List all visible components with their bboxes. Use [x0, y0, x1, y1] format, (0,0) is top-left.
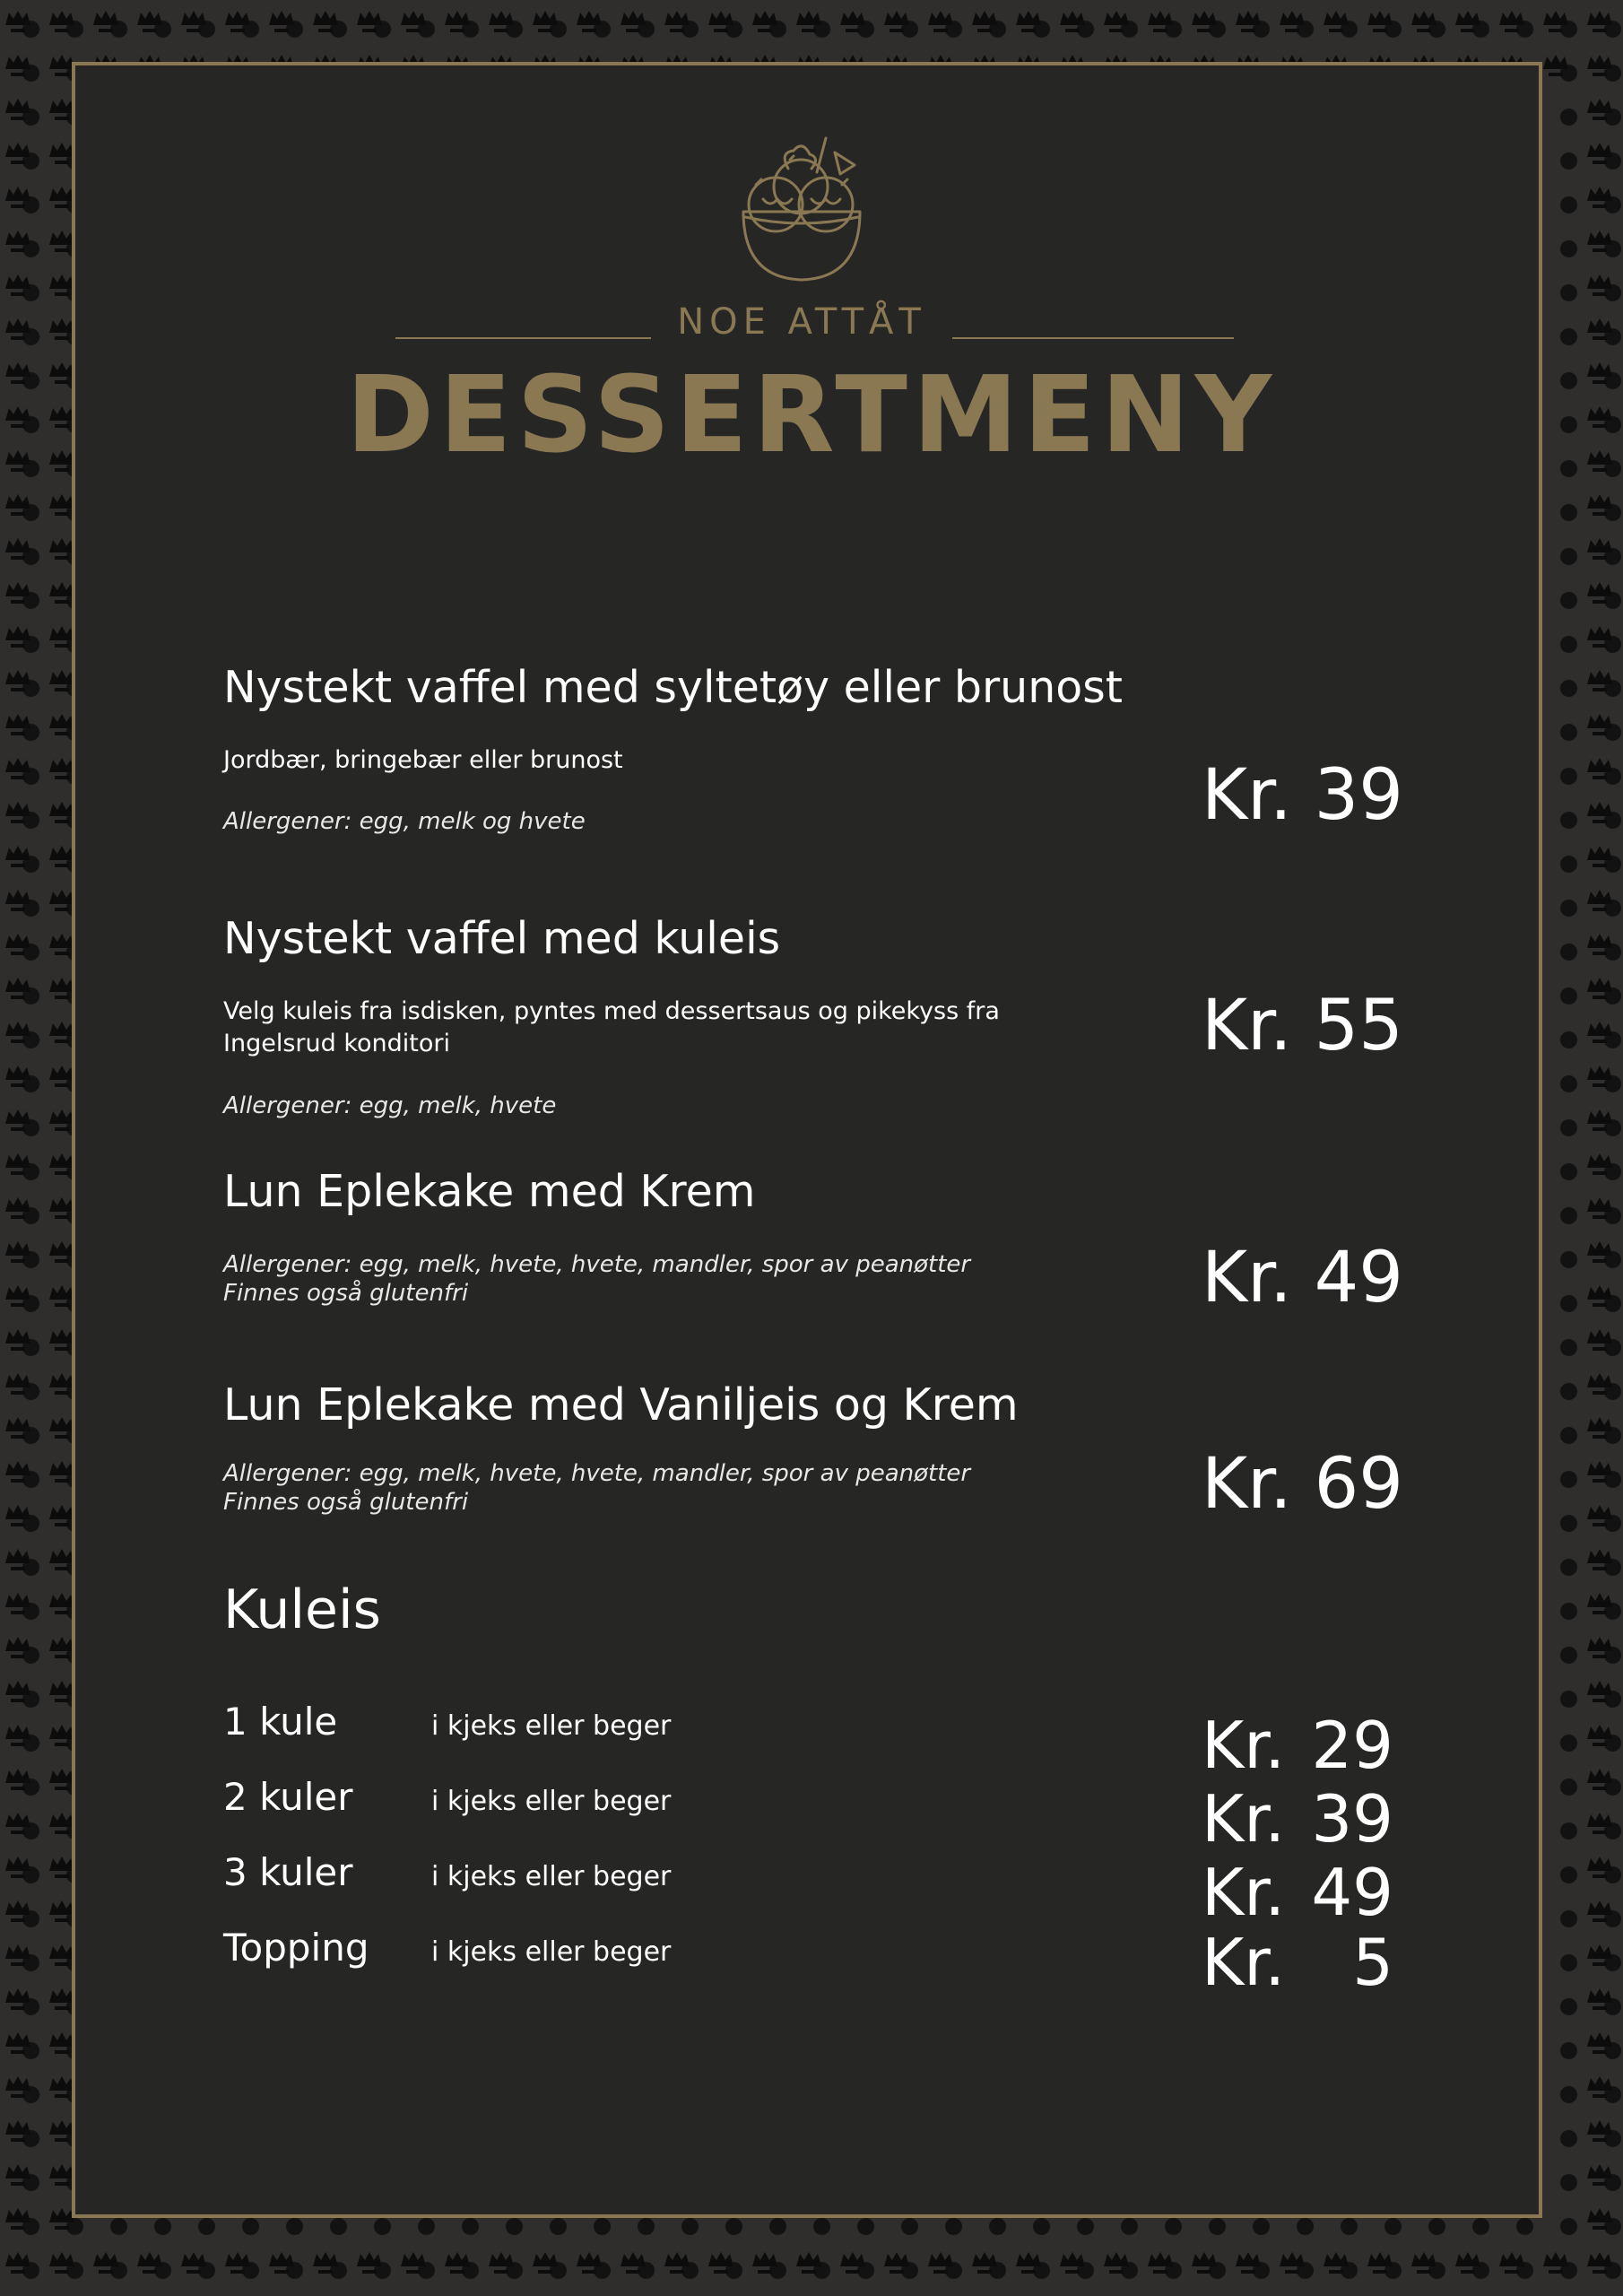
crown-pattern-icon: [1499, 11, 1524, 32]
crown-pattern-icon: [49, 1373, 74, 1395]
crown-pattern-icon: [5, 670, 30, 691]
crown-pattern-icon: [181, 11, 206, 32]
kuleis-row-price: [1202, 1925, 1393, 2000]
crown-pattern-icon: [49, 802, 74, 823]
crown-pattern-icon: [49, 99, 74, 120]
crown-pattern-icon: [49, 1637, 74, 1658]
crown-pattern-icon: [1587, 758, 1612, 779]
crown-pattern-icon: [1587, 1065, 1612, 1087]
crown-pattern-icon: [5, 1373, 30, 1395]
crown-pattern-icon: [5, 758, 30, 779]
crown-pattern-icon: [1587, 846, 1612, 867]
crown-pattern-icon: [49, 1153, 74, 1175]
crown-pattern-icon: [5, 1769, 30, 1790]
kuleis-row-note: i kjeks eller beger: [431, 1861, 672, 1892]
kuleis-row-name: 2 kuler: [223, 1775, 353, 1819]
crown-pattern-icon: [1587, 318, 1612, 340]
crown-pattern-icon: [1587, 2120, 1612, 2142]
crown-pattern-icon: [884, 11, 909, 32]
crown-pattern-icon: [225, 2252, 250, 2274]
crown-pattern-icon: [313, 11, 338, 32]
crown-pattern-icon: [621, 2252, 646, 2274]
crown-pattern-icon: [1587, 2208, 1612, 2230]
crown-pattern-icon: [1324, 11, 1349, 32]
crown-pattern-icon: [577, 11, 602, 32]
crown-pattern-icon: [49, 1241, 74, 1263]
crown-pattern-icon: [5, 1549, 30, 1570]
crown-pattern-icon: [796, 2252, 821, 2274]
crown-pattern-icon: [49, 187, 74, 208]
crown-pattern-icon: [1060, 11, 1085, 32]
kuleis-row-note: i kjeks eller beger: [431, 1786, 672, 1817]
crown-pattern-icon: [49, 1593, 74, 1614]
crown-pattern-icon: [1587, 1900, 1612, 1922]
crown-pattern-icon: [5, 11, 30, 32]
crown-pattern-icon: [49, 1549, 74, 1570]
crown-pattern-icon: [93, 11, 118, 32]
crown-pattern-icon: [1587, 1109, 1612, 1131]
crown-pattern-icon: [5, 538, 30, 560]
kuleis-row-price: [1202, 1855, 1393, 1930]
crown-pattern-icon: [49, 1505, 74, 1526]
crown-pattern-icon: [49, 1857, 74, 1878]
crown-pattern-icon: [357, 2252, 382, 2274]
crown-pattern-icon: [5, 714, 30, 735]
crown-pattern-icon: [1587, 1505, 1612, 1526]
menu-item-name: Nystekt vaffel med syltetøy eller brunost: [223, 662, 1123, 713]
crown-pattern-icon: [49, 1725, 74, 1746]
crown-pattern-icon: [49, 1417, 74, 1439]
crown-pattern-icon: [5, 1241, 30, 1263]
currency-label: Kr.: [1202, 1925, 1286, 2000]
crown-pattern-icon: [49, 1988, 74, 2010]
crown-pattern-icon: [1587, 1857, 1612, 1878]
crown-pattern-icon: [5, 99, 30, 120]
kuleis-row-price: [1202, 1708, 1393, 1783]
crown-pattern-icon: [49, 2120, 74, 2142]
crown-pattern-icon: [313, 2252, 338, 2274]
crown-pattern-icon: [752, 11, 777, 32]
crown-pattern-icon: [1236, 11, 1261, 32]
crown-pattern-icon: [1280, 2252, 1305, 2274]
crown-pattern-icon: [1148, 11, 1173, 32]
crown-pattern-icon: [1587, 1681, 1612, 1702]
crown-pattern-icon: [357, 11, 382, 32]
crown-pattern-icon: [533, 11, 558, 32]
crown-pattern-icon: [5, 2252, 30, 2274]
price-amount: 49: [1311, 1855, 1393, 1930]
crown-pattern-icon: [1587, 187, 1612, 208]
crown-pattern-icon: [5, 582, 30, 604]
crown-pattern-icon: [1016, 2252, 1041, 2274]
kuleis-section-title: Kuleis: [223, 1578, 381, 1641]
crown-pattern-icon: [5, 2164, 30, 2186]
crown-pattern-icon: [1587, 978, 1612, 999]
crown-pattern-icon: [1587, 538, 1612, 560]
crown-pattern-icon: [5, 1022, 30, 1043]
crown-pattern-icon: [5, 846, 30, 867]
price-amount: 39: [1311, 1781, 1393, 1857]
crown-pattern-icon: [1587, 1417, 1612, 1439]
crown-pattern-icon: [884, 2252, 909, 2274]
menu-item-allergens: Allergener: egg, melk og hvete: [223, 808, 586, 835]
crown-pattern-icon: [5, 1593, 30, 1614]
crown-pattern-icon: [1324, 2252, 1349, 2274]
crown-pattern-icon: [840, 11, 865, 32]
crown-pattern-icon: [1587, 99, 1612, 120]
crown-pattern-icon: [840, 2252, 865, 2274]
crown-pattern-icon: [1367, 2252, 1393, 2274]
crown-pattern-icon: [1587, 1329, 1612, 1351]
crown-pattern-icon: [225, 11, 250, 32]
crown-pattern-icon: [5, 1065, 30, 1087]
crown-pattern-icon: [49, 670, 74, 691]
crown-pattern-icon: [49, 1197, 74, 1219]
currency-label: Kr.: [1202, 1781, 1286, 1857]
crown-pattern-icon: [708, 2252, 733, 2274]
crown-pattern-icon: [1587, 2076, 1612, 2098]
crown-pattern-icon: [1587, 1549, 1612, 1570]
header-rule-left: [395, 337, 651, 339]
kuleis-row-name: 3 kuler: [223, 1850, 353, 1894]
crown-pattern-icon: [5, 934, 30, 955]
menu-item-description: Jordbær, bringebær eller brunost: [223, 746, 623, 774]
crown-pattern-icon: [5, 1681, 30, 1702]
crown-pattern-icon: [49, 1109, 74, 1131]
menu-item-price: Kr. 69: [1202, 1444, 1403, 1525]
crown-pattern-icon: [5, 1153, 30, 1175]
crown-pattern-icon: [49, 494, 74, 516]
crown-pattern-icon: [1587, 143, 1612, 164]
crown-pattern-icon: [1587, 2252, 1612, 2274]
crown-pattern-icon: [49, 274, 74, 296]
kuleis-row-name: 1 kule: [223, 1700, 338, 1744]
crown-pattern-icon: [1587, 626, 1612, 648]
crown-pattern-icon: [445, 11, 470, 32]
crown-pattern-icon: [1192, 2252, 1217, 2274]
crown-pattern-icon: [1104, 2252, 1129, 2274]
crown-pattern-icon: [49, 2208, 74, 2230]
crown-pattern-icon: [49, 1329, 74, 1351]
crown-pattern-icon: [1587, 1988, 1612, 2010]
crown-pattern-icon: [664, 2252, 690, 2274]
crown-pattern-icon: [49, 758, 74, 779]
crown-pattern-icon: [1587, 55, 1612, 76]
crown-pattern-icon: [489, 11, 514, 32]
menu-subtitle: NOE ATTÅT: [677, 301, 926, 343]
crown-pattern-icon: [5, 143, 30, 164]
crown-pattern-icon: [5, 318, 30, 340]
crown-pattern-icon: [5, 890, 30, 911]
crown-pattern-icon: [49, 978, 74, 999]
crown-pattern-icon: [1587, 1593, 1612, 1614]
crown-pattern-icon: [664, 11, 690, 32]
crown-pattern-icon: [1148, 2252, 1173, 2274]
menu-title: DESSERTMENY: [345, 352, 1278, 476]
crown-pattern-icon: [1587, 2032, 1612, 2054]
crown-pattern-icon: [49, 714, 74, 735]
crown-pattern-icon: [5, 1813, 30, 1834]
crown-pattern-icon: [137, 2252, 162, 2274]
crown-pattern-icon: [752, 2252, 777, 2274]
crown-pattern-icon: [93, 2252, 118, 2274]
crown-pattern-icon: [533, 2252, 558, 2274]
menu-item-note: Finnes også glutenfri: [223, 1280, 469, 1307]
currency-label: Kr.: [1202, 1708, 1286, 1783]
crown-pattern-icon: [49, 1769, 74, 1790]
crown-pattern-icon: [1587, 670, 1612, 691]
crown-pattern-icon: [49, 582, 74, 604]
crown-pattern-icon: [5, 1725, 30, 1746]
crown-pattern-icon: [5, 1944, 30, 1966]
crown-pattern-icon: [49, 1022, 74, 1043]
menu-item-name: Lun Eplekake med Vaniljeis og Krem: [223, 1379, 1019, 1431]
crown-pattern-icon: [5, 1417, 30, 1439]
crown-pattern-icon: [49, 890, 74, 911]
menu-item-price: Kr. 39: [1202, 755, 1403, 836]
crown-pattern-icon: [49, 2076, 74, 2098]
crown-pattern-icon: [1587, 1285, 1612, 1307]
crown-pattern-icon: [1587, 1461, 1612, 1483]
crown-pattern-icon: [445, 2252, 470, 2274]
crown-pattern-icon: [5, 1900, 30, 1922]
menu-item-price: Kr. 55: [1202, 986, 1403, 1066]
crown-pattern-icon: [1587, 494, 1612, 516]
crown-pattern-icon: [1587, 1373, 1612, 1395]
crown-pattern-icon: [5, 1461, 30, 1483]
crown-pattern-icon: [49, 538, 74, 560]
crown-pattern-icon: [1411, 11, 1436, 32]
crown-pattern-icon: [1587, 1725, 1612, 1746]
menu-item-price: Kr. 49: [1202, 1238, 1403, 1318]
menu-item-name: Lun Eplekake med Krem: [223, 1166, 756, 1217]
crown-pattern-icon: [489, 2252, 514, 2274]
crown-pattern-icon: [49, 1065, 74, 1087]
crown-pattern-icon: [5, 1637, 30, 1658]
crown-pattern-icon: [5, 1857, 30, 1878]
crown-pattern-icon: [577, 2252, 602, 2274]
crown-pattern-icon: [49, 230, 74, 252]
kuleis-row-price: [1202, 1781, 1393, 1857]
crown-pattern-icon: [49, 1461, 74, 1483]
crown-pattern-icon: [49, 2252, 74, 2274]
crown-pattern-icon: [5, 2120, 30, 2142]
crown-pattern-icon: [1192, 11, 1217, 32]
crown-pattern-icon: [1587, 1153, 1612, 1175]
crown-pattern-icon: [269, 2252, 294, 2274]
menu-item-allergens: Allergener: egg, melk, hvete, hvete, mandler, spor av peanøtter: [223, 1460, 971, 1487]
crown-pattern-icon: [928, 11, 953, 32]
crown-pattern-icon: [49, 2032, 74, 2054]
crown-pattern-icon: [1543, 55, 1568, 76]
crown-pattern-icon: [49, 11, 74, 32]
crown-pattern-icon: [1587, 1637, 1612, 1658]
crown-pattern-icon: [1587, 582, 1612, 604]
crown-pattern-icon: [401, 2252, 426, 2274]
crown-pattern-icon: [5, 1988, 30, 2010]
crown-pattern-icon: [49, 846, 74, 867]
crown-pattern-icon: [796, 11, 821, 32]
crown-pattern-icon: [1455, 11, 1480, 32]
menu-item-description: Velg kuleis fra isdisken, pyntes med dessertsaus og pikekyss fra Ingelsrud konditori: [223, 997, 1000, 1057]
crown-pattern-icon: [1411, 2252, 1436, 2274]
ice-cream-bowl-icon: [736, 133, 867, 285]
crown-pattern-icon: [1016, 11, 1041, 32]
crown-pattern-icon: [1587, 802, 1612, 823]
crown-pattern-icon: [1587, 11, 1612, 32]
crown-pattern-icon: [49, 626, 74, 648]
crown-pattern-icon: [49, 2164, 74, 2186]
crown-pattern-icon: [1367, 11, 1393, 32]
crown-pattern-icon: [5, 1505, 30, 1526]
crown-pattern-icon: [137, 11, 162, 32]
crown-pattern-icon: [1236, 2252, 1261, 2274]
crown-pattern-icon: [1543, 2252, 1568, 2274]
crown-pattern-icon: [49, 934, 74, 955]
crown-pattern-icon: [1455, 2252, 1480, 2274]
menu-item-allergens: Allergener: egg, melk, hvete: [223, 1092, 557, 1119]
crown-pattern-icon: [5, 230, 30, 252]
crown-pattern-icon: [1587, 2164, 1612, 2186]
crown-pattern-icon: [49, 1900, 74, 1922]
crown-pattern-icon: [5, 274, 30, 296]
price-amount: 5: [1352, 1925, 1393, 2000]
price-amount: 29: [1311, 1708, 1393, 1783]
crown-pattern-icon: [49, 143, 74, 164]
crown-pattern-icon: [928, 2252, 953, 2274]
crown-pattern-icon: [972, 2252, 997, 2274]
crown-pattern-icon: [1587, 1022, 1612, 1043]
crown-pattern-icon: [5, 1197, 30, 1219]
crown-pattern-icon: [5, 2032, 30, 2054]
crown-pattern-icon: [269, 11, 294, 32]
kuleis-row-name: Topping: [223, 1926, 369, 1970]
kuleis-row-note: i kjeks eller beger: [431, 1710, 672, 1742]
crown-pattern-icon: [49, 1813, 74, 1834]
header-rule-right: [952, 337, 1234, 339]
crown-pattern-icon: [5, 2076, 30, 2098]
crown-pattern-icon: [5, 2208, 30, 2230]
crown-pattern-icon: [5, 802, 30, 823]
crown-pattern-icon: [1587, 1944, 1612, 1966]
crown-pattern-icon: [49, 1285, 74, 1307]
crown-pattern-icon: [49, 318, 74, 340]
crown-pattern-icon: [1280, 11, 1305, 32]
currency-label: Kr.: [1202, 1855, 1286, 1930]
crown-pattern-icon: [621, 11, 646, 32]
crown-pattern-icon: [1060, 2252, 1085, 2274]
crown-pattern-icon: [5, 1109, 30, 1131]
crown-pattern-icon: [5, 626, 30, 648]
crown-pattern-icon: [1587, 1197, 1612, 1219]
crown-pattern-icon: [1587, 1813, 1612, 1834]
crown-pattern-icon: [5, 1285, 30, 1307]
crown-pattern-icon: [401, 11, 426, 32]
crown-pattern-icon: [181, 2252, 206, 2274]
crown-pattern-icon: [1543, 11, 1568, 32]
crown-pattern-icon: [49, 55, 74, 76]
crown-pattern-icon: [1587, 274, 1612, 296]
crown-pattern-icon: [5, 187, 30, 208]
crown-pattern-icon: [1587, 890, 1612, 911]
crown-pattern-icon: [1587, 714, 1612, 735]
menu-item-name: Nystekt vaffel med kuleis: [223, 913, 781, 964]
crown-pattern-icon: [5, 55, 30, 76]
kuleis-row-note: i kjeks eller beger: [431, 1936, 672, 1968]
crown-pattern-icon: [5, 1329, 30, 1351]
crown-pattern-icon: [1587, 230, 1612, 252]
crown-pattern-icon: [1587, 1241, 1612, 1263]
menu-item-allergens: Allergener: egg, melk, hvete, hvete, mandler, spor av peanøtter: [223, 1251, 971, 1278]
crown-pattern-icon: [708, 11, 733, 32]
crown-pattern-icon: [1499, 2252, 1524, 2274]
crown-pattern-icon: [1587, 934, 1612, 955]
crown-pattern-icon: [972, 11, 997, 32]
crown-pattern-icon: [1587, 1769, 1612, 1790]
crown-pattern-icon: [5, 978, 30, 999]
crown-pattern-icon: [49, 1681, 74, 1702]
crown-pattern-icon: [49, 1944, 74, 1966]
crown-pattern-icon: [5, 494, 30, 516]
crown-pattern-icon: [1104, 11, 1129, 32]
menu-item-note: Finnes også glutenfri: [223, 1489, 469, 1516]
